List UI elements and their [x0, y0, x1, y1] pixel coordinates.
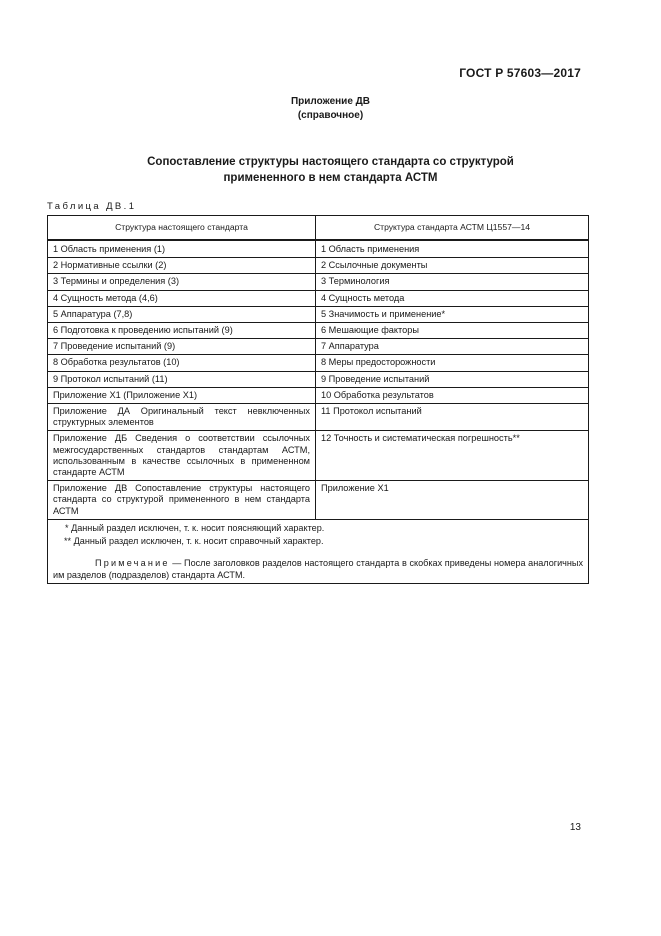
table-note-text: — После заголовков разделов настоящего стандарта в скобках приведены номера аналогичных им разделов (подразделов) стандарта АСТМ.	[53, 557, 583, 580]
table-row	[48, 306, 589, 322]
table-row	[48, 371, 589, 387]
structure-comparison-table	[47, 215, 589, 584]
document-title-line-2: примененного в нем стандарта АСТМ	[223, 172, 438, 184]
this-standard-cell: 8 Обработка результатов (10)	[48, 355, 316, 371]
table-row	[48, 323, 589, 339]
astm-standard-cell: 2 Ссылочные документы	[316, 258, 589, 274]
table-header-row	[48, 216, 589, 241]
table-row	[48, 387, 589, 403]
document-title-line-1: Сопоставление структуры настоящего стандарта со структурой	[147, 156, 514, 168]
astm-standard-cell: Приложение Х1	[316, 481, 589, 520]
table-row	[48, 240, 589, 258]
astm-standard-cell: 8 Меры предосторожности	[316, 355, 589, 371]
table-row	[48, 355, 589, 371]
astm-standard-cell: 4 Сущность метода	[316, 290, 589, 306]
this-standard-cell: Приложение ДВ Сопоставление структуры настоящего стандарта со структурой примененного в нем стандарта АСТМ	[48, 481, 316, 520]
page-number: 13	[569, 822, 581, 833]
astm-standard-cell: 12 Точность и систематическая погрешность**	[316, 431, 589, 481]
table-row	[48, 481, 589, 520]
table-row	[48, 274, 589, 290]
this-standard-cell: 4 Сущность метода (4,6)	[48, 290, 316, 306]
appendix-subtitle: (справочное)	[297, 110, 364, 121]
this-standard-cell: 7 Проведение испытаний (9)	[48, 339, 316, 355]
astm-standard-cell: 6 Мешающие факторы	[316, 323, 589, 339]
this-standard-cell: Приложение ДБ Сведения о соответствии ссылочных межгосударственных стандартов стандартам АСТМ, использованным в качестве ссылочных в примененном стандарте АСТМ	[48, 431, 316, 481]
table-note-label: Примечание	[95, 557, 170, 568]
table-row	[48, 339, 589, 355]
this-standard-cell: 2 Нормативные ссылки (2)	[48, 258, 316, 274]
astm-standard-cell: 1 Область применения	[316, 240, 589, 258]
astm-standard-cell: 5 Значимость и применение*	[316, 306, 589, 322]
table-row	[48, 431, 589, 481]
this-standard-cell: 5 Аппаратура (7,8)	[48, 306, 316, 322]
astm-standard-cell: 3 Терминология	[316, 274, 589, 290]
table-footnotes-row	[48, 519, 589, 583]
this-standard-cell: Приложение Х1 (Приложение Х1)	[48, 387, 316, 403]
table-label: Таблица ДВ.1	[47, 201, 137, 212]
astm-standard-cell: 11 Протокол испытаний	[316, 404, 589, 431]
column-header-astm-standard: Структура стандарта АСТМ Ц1557—14	[316, 216, 589, 241]
column-header-this-standard: Структура настоящего стандарта	[48, 216, 316, 241]
standard-code: ГОСТ Р 57603—2017	[459, 66, 581, 80]
table-row	[48, 290, 589, 306]
table-row	[48, 404, 589, 431]
this-standard-cell: 6 Подготовка к проведению испытаний (9)	[48, 323, 316, 339]
footnote-single-asterisk: * Данный раздел исключен, т. к. носит поясняющий характер.	[65, 522, 325, 533]
this-standard-cell: Приложение ДА Оригинальный текст невключенных структурных элементов	[48, 404, 316, 431]
astm-standard-cell: 10 Обработка результатов	[316, 387, 589, 403]
appendix-title: Приложение ДВ	[290, 96, 371, 107]
table-row	[48, 258, 589, 274]
astm-standard-cell: 9 Проведение испытаний	[316, 371, 589, 387]
footnote-double-asterisk: ** Данный раздел исключен, т. к. носит справочный характер.	[64, 535, 324, 546]
astm-standard-cell: 7 Аппаратура	[316, 339, 589, 355]
this-standard-cell: 3 Термины и определения (3)	[48, 274, 316, 290]
this-standard-cell: 9 Протокол испытаний (11)	[48, 371, 316, 387]
document-title	[0, 154, 661, 186]
appendix-heading	[0, 95, 661, 123]
this-standard-cell: 1 Область применения (1)	[48, 240, 316, 258]
table-note	[53, 557, 583, 581]
table-footnotes	[48, 519, 589, 583]
